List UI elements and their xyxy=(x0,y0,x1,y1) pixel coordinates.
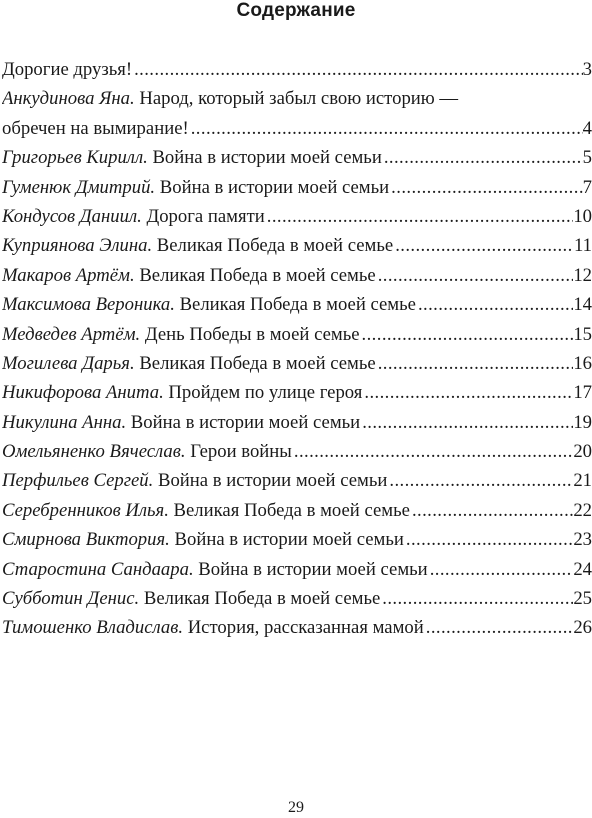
toc-entry-author: Омельяненко Вячеслав. xyxy=(2,441,186,463)
toc-entry-author: Никифорова Анита. xyxy=(2,382,164,404)
toc-entry-author: Перфильев Сергей. xyxy=(2,470,154,492)
toc-entry xyxy=(2,613,592,642)
toc-entry-author: Гуменюк Дмитрий. xyxy=(2,176,156,198)
toc-entry xyxy=(2,555,592,584)
toc-entry-page: 5 xyxy=(582,147,592,169)
toc-dot-leader xyxy=(393,231,574,260)
toc-entry xyxy=(2,466,592,495)
toc-entry-author: Старостина Сандаара. xyxy=(2,558,194,580)
toc-entry-title: История, рассказанная мамой xyxy=(187,617,424,639)
page-number: 29 xyxy=(288,799,304,816)
toc-dot-leader xyxy=(376,261,574,290)
toc-dot-leader xyxy=(360,408,573,437)
toc-entry-author: Серебренников Илья. xyxy=(2,499,169,521)
toc-dot-leader xyxy=(292,437,573,466)
toc-entry-page: 25 xyxy=(573,588,592,610)
toc-entry-page: 14 xyxy=(573,294,592,316)
toc-entry-title: Великая Победа в моей семье xyxy=(139,264,376,286)
toc-entry-author: Максимова Вероника. xyxy=(2,294,175,316)
toc-entry-author: Никулина Анна. xyxy=(2,411,127,433)
toc-entry-author: Смирнова Виктория. xyxy=(2,529,170,551)
toc-dot-leader xyxy=(404,525,573,554)
toc-entry-page: 11 xyxy=(574,235,592,257)
toc-entry-page: 4 xyxy=(582,117,592,139)
table-of-contents xyxy=(2,55,592,643)
toc-entry-title: Герои войны xyxy=(190,441,292,463)
toc-entry-continuation xyxy=(2,114,592,143)
toc-entry-page: 17 xyxy=(573,382,592,404)
toc-entry-page: 3 xyxy=(582,59,592,80)
toc-entry-title: Война в истории моей семьи xyxy=(174,529,404,551)
toc-entry-page: 26 xyxy=(573,617,592,639)
toc-entry-title: День Победы в моей семье xyxy=(144,323,360,345)
toc-entry-page: 24 xyxy=(573,558,592,580)
toc-entry-page: 20 xyxy=(573,441,592,463)
toc-entry-author: Григорьев Кирилл. xyxy=(2,147,148,169)
toc-entry xyxy=(2,55,592,84)
toc-dot-leader xyxy=(428,555,574,584)
toc-entry xyxy=(2,231,592,260)
toc-entry xyxy=(2,496,592,525)
toc-entry-title-continuation: обречен на вымирание! xyxy=(2,117,189,139)
toc-entry xyxy=(2,290,592,319)
toc-entry-title: Великая Победа в моей семье xyxy=(179,294,416,316)
toc-dot-leader xyxy=(360,320,574,349)
toc-entry xyxy=(2,202,592,231)
toc-dot-leader xyxy=(424,613,574,642)
toc-dot-leader xyxy=(132,55,583,84)
toc-dot-leader xyxy=(362,378,573,407)
toc-entry-title: Дорогие друзья! xyxy=(2,59,133,80)
toc-dot-leader xyxy=(389,173,582,202)
page-title: Содержание xyxy=(236,0,356,21)
toc-dot-leader xyxy=(380,584,573,613)
toc-entry-title: Народ, который забыл свою историю — xyxy=(139,88,459,110)
toc-entry xyxy=(2,320,592,349)
toc-entry-page: 15 xyxy=(573,323,592,345)
toc-entry-author: Тимошенко Владислав. xyxy=(2,617,184,639)
toc-entry xyxy=(2,261,592,290)
toc-entry xyxy=(2,437,592,466)
toc-entry xyxy=(2,378,592,407)
toc-dot-leader xyxy=(376,349,574,378)
toc-dot-leader xyxy=(387,466,573,495)
toc-entry-title: Война в истории моей семьи xyxy=(159,176,390,198)
toc-entry-page: 19 xyxy=(573,411,592,433)
toc-dot-leader xyxy=(189,114,583,143)
toc-entry-page: 12 xyxy=(573,264,592,286)
toc-entry-page: 22 xyxy=(573,499,592,521)
toc-entry xyxy=(2,84,592,113)
toc-entry-title: Великая Победа в моей семье xyxy=(143,588,381,610)
toc-entry-page: 23 xyxy=(573,529,592,551)
toc-dot-leader xyxy=(410,496,573,525)
toc-entry-page: 21 xyxy=(573,470,592,492)
toc-entry-author: Медведев Артём. xyxy=(2,323,141,345)
toc-entry-title: Великая Победа в моей семье xyxy=(139,352,376,374)
toc-entry-title: Война в истории моей семьи xyxy=(198,558,428,580)
toc-entry-title: Великая Победа в моей семье xyxy=(173,499,410,521)
toc-entry-title: Дорога памяти xyxy=(146,205,265,227)
toc-entry xyxy=(2,173,592,202)
toc-entry xyxy=(2,349,592,378)
toc-entry-author: Макаров Артём. xyxy=(2,264,135,286)
toc-dot-leader xyxy=(382,143,583,172)
toc-entry-title: Война в истории моей семьи xyxy=(152,147,382,169)
toc-entry-title: Война в истории моей семьи xyxy=(130,411,361,433)
toc-entry-page: 16 xyxy=(573,352,592,374)
toc-dot-leader xyxy=(416,290,573,319)
toc-entry xyxy=(2,584,592,613)
toc-entry-title: Великая Победа в моей семье xyxy=(156,235,394,257)
toc-entry-title: Пройдем по улице героя xyxy=(168,382,363,404)
toc-entry-author: Куприянова Элина. xyxy=(2,235,153,257)
toc-entry-author: Кондусов Даниил. xyxy=(2,205,142,227)
toc-entry xyxy=(2,408,592,437)
toc-entry-title: Война в истории моей семьи xyxy=(157,470,388,492)
toc-dot-leader xyxy=(265,202,574,231)
toc-entry-page: 10 xyxy=(573,205,592,227)
toc-entry-author: Могилева Дарья. xyxy=(2,352,135,374)
toc-entry-author: Субботин Денис. xyxy=(2,588,140,610)
toc-entry-author: Анкудинова Яна. xyxy=(2,88,135,110)
toc-entry xyxy=(2,143,592,172)
toc-entry xyxy=(2,525,592,554)
toc-entry-page: 7 xyxy=(582,176,592,198)
